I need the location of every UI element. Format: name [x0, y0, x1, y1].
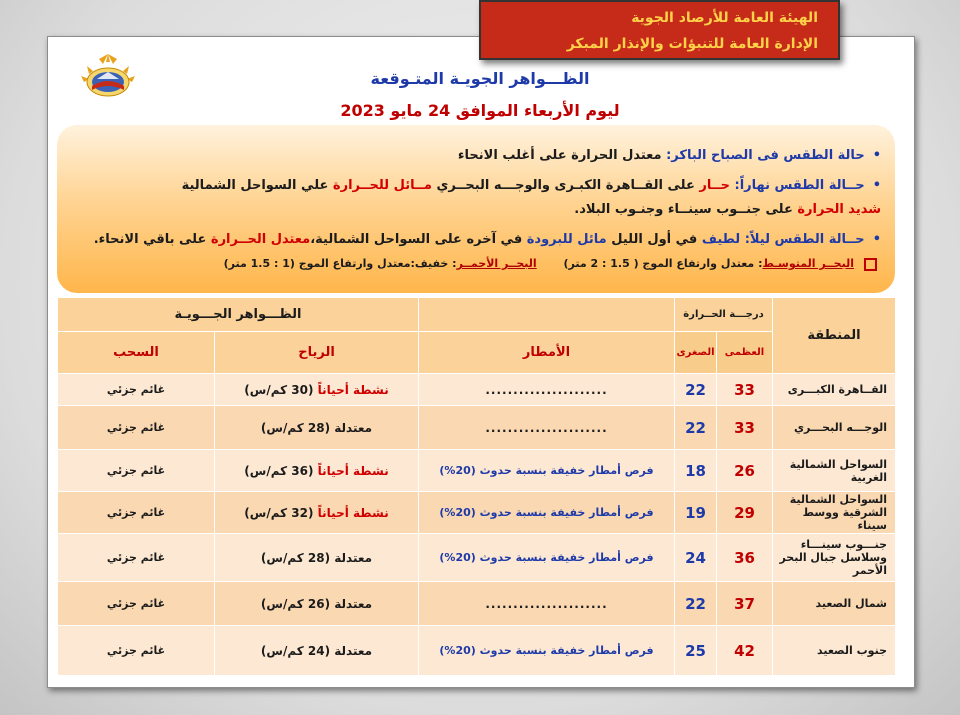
region-cell: القــاهرة الكبـــرى — [773, 374, 896, 406]
clouds-cell: غائم جزئي — [58, 626, 215, 676]
temp-min-cell: 22 — [675, 406, 717, 450]
header-clouds: السحب — [58, 332, 215, 374]
clouds-cell: غائم جزئي — [58, 582, 215, 626]
checkbox-icon — [864, 258, 877, 271]
header-region: المنطقة — [773, 298, 896, 374]
table-row — [58, 582, 896, 626]
wind-cell: معتدلة (26 كم/س) — [215, 582, 419, 626]
wind-cell: معتدلة (28 كم/س) — [215, 406, 419, 450]
summary-day: •حــالة الطقس نهاراً: حــار على القــاهرة الكبـرى والوجـــه البحــري مــائل للحــرارة علي السواحل الشمالية — [181, 178, 881, 193]
forecast-date: ليوم الأربعاء الموافق 24 مايو 2023 — [340, 101, 620, 120]
table-row — [58, 626, 896, 676]
temp-min-cell: 25 — [675, 626, 717, 676]
header-rain: الأمطار — [419, 332, 675, 374]
temp-max-cell: 37 — [717, 582, 773, 626]
temp-max-cell: 29 — [717, 492, 773, 534]
clouds-cell: غائم جزئي — [58, 406, 215, 450]
temp-max-cell: 33 — [717, 406, 773, 450]
bullet-icon: • — [872, 232, 881, 247]
ema-logo-icon — [79, 52, 137, 104]
clouds-cell: غائم جزئي — [58, 534, 215, 582]
wind-cell: نشطة أحياناً (32 كم/س) — [215, 492, 419, 534]
header-temperature: درجـــة الحــرارة — [675, 298, 773, 332]
clouds-cell: غائم جزئي — [58, 450, 215, 492]
bullet-icon: • — [872, 148, 881, 163]
clouds-cell: غائم جزئي — [58, 492, 215, 534]
region-cell: شمال الصعيد — [773, 582, 896, 626]
summary-night: •حــالة الطقس ليلاً: لطيف في أول الليل مائل للبرودة في آخره على السواحل الشمالية،معتدل الحــرارة على باقي الانحاء. — [93, 232, 881, 247]
temp-min-cell: 19 — [675, 492, 717, 534]
table-row — [58, 450, 896, 492]
temp-max-cell: 42 — [717, 626, 773, 676]
clouds-cell: غائم جزئي — [58, 374, 215, 406]
temp-max-cell: 26 — [717, 450, 773, 492]
org-name: الهيئة العامة للأرصاد الجوية — [631, 10, 818, 26]
region-cell: جنوب الصعيد — [773, 626, 896, 676]
header-phenomena: الظـــواهر الجـــويـة — [58, 298, 419, 332]
rain-cell: فرص أمطار خفيفة بنسبة حدوث (20%) — [419, 450, 675, 492]
header-wind: الرياح — [215, 332, 419, 374]
bullet-icon: • — [872, 178, 881, 193]
wind-cell: نشطة أحياناً (36 كم/س) — [215, 450, 419, 492]
organization-banner — [479, 0, 840, 60]
rain-cell: فرص أمطار خفيفة بنسبة حدوث (20%) — [419, 492, 675, 534]
table-row — [58, 534, 896, 582]
region-cell: الوجـــه البحـــري — [773, 406, 896, 450]
header-temp-max: العظمى — [717, 332, 773, 374]
temp-min-cell: 18 — [675, 450, 717, 492]
header-temp-min: الصغرى — [675, 332, 717, 374]
temp-max-cell: 36 — [717, 534, 773, 582]
rain-cell: ...................... — [419, 406, 675, 450]
rain-cell: فرص أمطار خفيفة بنسبة حدوث (20%) — [419, 534, 675, 582]
region-cell: جنـــوب سينـــاء وسلاسل جبال البحر الأحمر — [773, 534, 896, 582]
rain-cell: فرص أمطار خفيفة بنسبة حدوث (20%) — [419, 626, 675, 676]
temp-min-cell: 22 — [675, 374, 717, 406]
page-title: الظـــواهر الجويـة المتـوقعة — [370, 69, 590, 88]
org-department: الإدارة العامة للتنبؤات والإنذار المبكر — [566, 36, 818, 52]
rain-cell: ...................... — [419, 582, 675, 626]
summary-day-cont: شديد الحرارة على جنــوب سينــاء وجنـوب البلاد. — [574, 202, 881, 217]
wind-cell: معتدلة (28 كم/س) — [215, 534, 419, 582]
wind-cell: نشطة أحياناً (30 كم/س) — [215, 374, 419, 406]
wind-cell: معتدلة (24 كم/س) — [215, 626, 419, 676]
region-cell: السواحل الشمالية الشرقية ووسط سيناء — [773, 492, 896, 534]
weather-summary-panel — [57, 125, 895, 293]
table-row — [58, 374, 896, 406]
temp-max-cell: 33 — [717, 374, 773, 406]
table-row — [58, 492, 896, 534]
table-row — [58, 406, 896, 450]
forecast-table — [57, 297, 896, 676]
header-blank — [419, 298, 675, 332]
summary-seas: البحــر المتوسـط: معتدل وارتفاع الموج ( 1.5 : 2 متر) البحــر الأحمــر: خفيف:معتدل وارتفاع الموج (1 : 1.5 متر) — [224, 257, 877, 271]
temp-min-cell: 22 — [675, 582, 717, 626]
temp-min-cell: 24 — [675, 534, 717, 582]
summary-morning: •حالة الطقس فى الصباح الباكر: معتدل الحرارة على أغلب الانحاء — [457, 148, 881, 163]
region-cell: السواحل الشمالية الغربية — [773, 450, 896, 492]
rain-cell: ...................... — [419, 374, 675, 406]
